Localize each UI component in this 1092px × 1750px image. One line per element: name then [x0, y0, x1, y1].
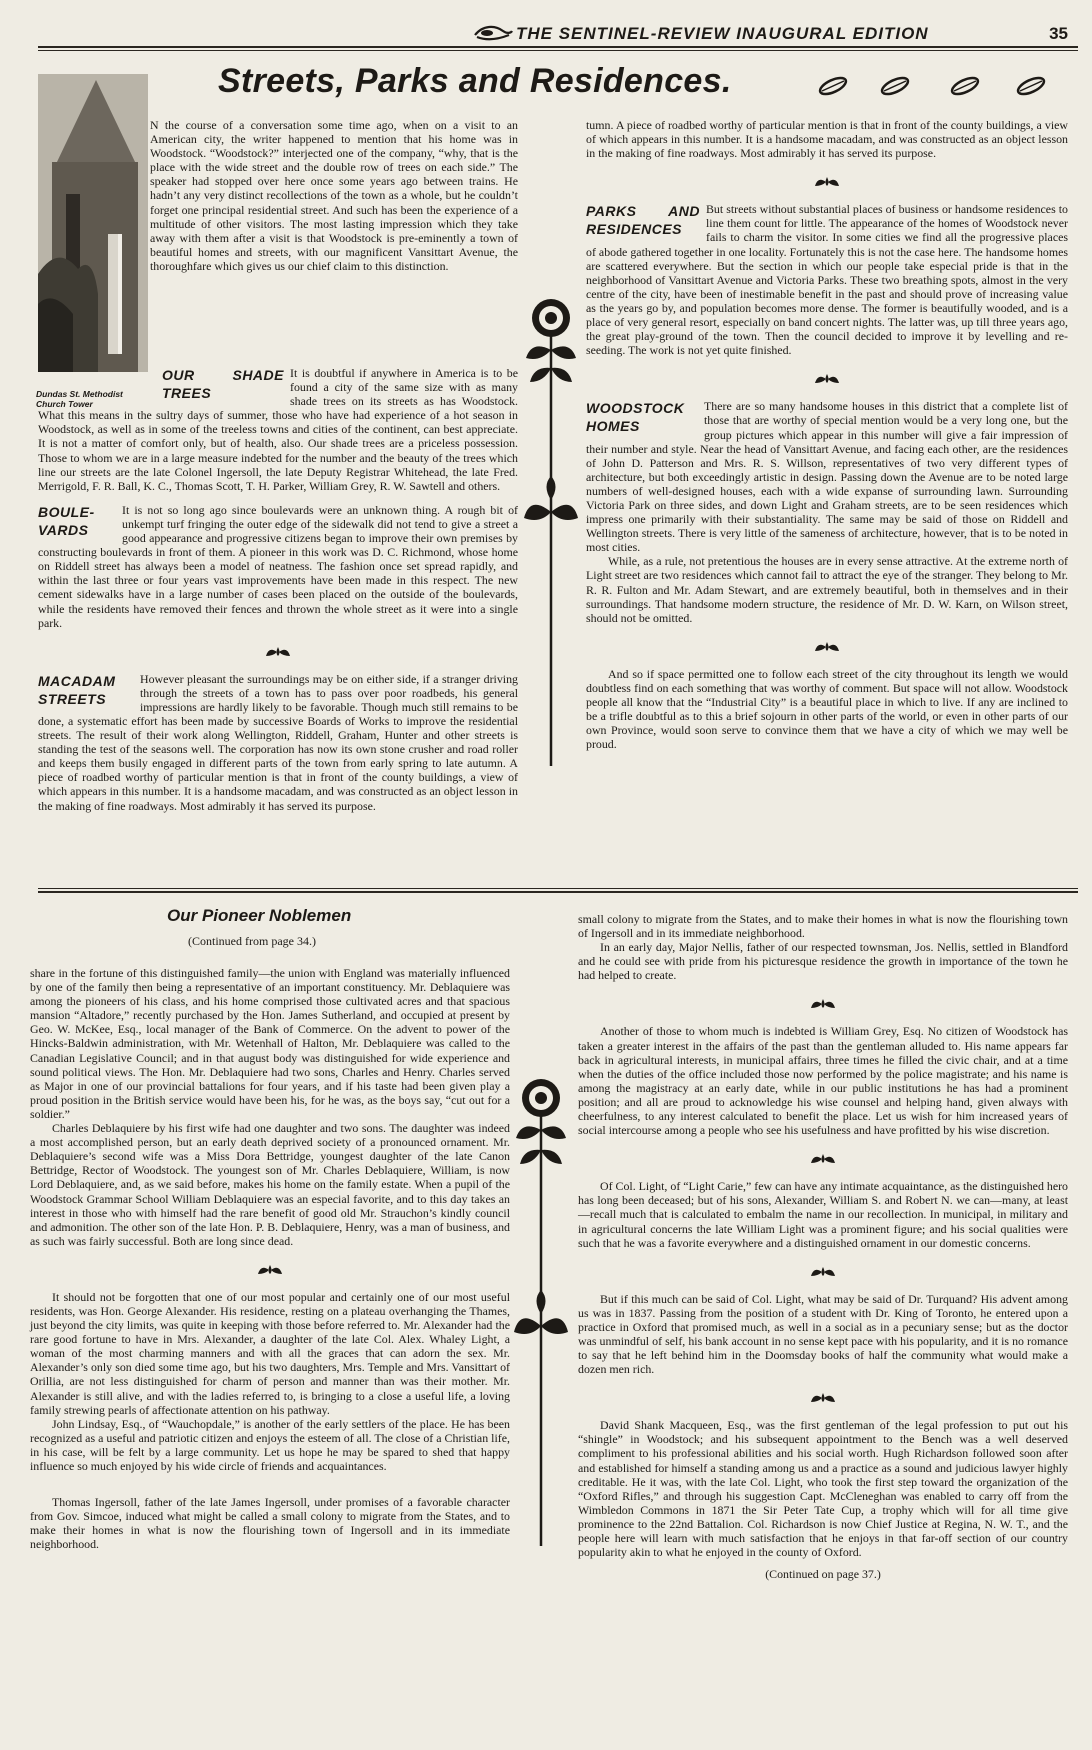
section-heading: BOULE-VARDS — [38, 503, 95, 538]
church-tower-photo — [38, 74, 148, 372]
section-rule — [38, 888, 1078, 889]
article1-right-column — [586, 118, 1068, 751]
fleuron-icon — [812, 371, 842, 385]
fleuron-icon — [808, 1151, 838, 1165]
closing-text: And so if space permitted one to follow each street of the city throughout its length we would doubtless find on each something that was worthy of comment. But space will not allow. Woodstock people all know that the “Industrial City” is a beautiful place in which to live. If any are inclined to be a trifle doubtful as to this a brief sojourn in other parts of the world, or even in other parts of our own Province, would soon serve to convince them that we have a city of which we may well be proud. — [586, 666, 1068, 752]
header-rule — [38, 46, 1078, 48]
publication-title: THE SENTINEL-REVIEW INAUGURAL EDITION — [516, 24, 929, 43]
article1-left-column-lower — [38, 366, 518, 813]
article2-paragraph: Of Col. Light, of “Light Carie,” few can have any intimate acquaintance, as the distinguished hero has long been deceased; but of his sons, Alexander, William S. and Robert N. we can—many, at least—recall much that is calculated to embalm the name in our recollection. In municipal, in military and in agricultural concerns the late William Light was a prominent figure; and his social qualities were such that he was a favorite everywhere and a distinguished ornament in our domestic concerns. — [578, 1179, 1068, 1250]
fleuron-icon — [812, 174, 842, 188]
fleuron-icon — [808, 1264, 838, 1278]
fleuron-icon — [263, 644, 293, 658]
parks-text: But streets without substantial places of business or handsome residences to line them count for little. The appearance of the homes of Woodstock never fails to charm the visitor. In some cities we find all the progressive places of abode gathered together in one locality. Fortunately this is not the case here. The handsome homes are scattered everywhere. But the section in which our people take especial pride is that in the neighborhood of Vansittart Avenue and Victoria Parks. These two breathing spots, almost in the very centre of the city, have been of inestimable benefit in the past and should prove of increasing value as the years go by, and population becomes more dense. The former is beautifully wooded, and is a place of very general resort, especially on band concert nights. The latter was, up till three years ago, the great play-ground of the town. Then the council decided to improve it by levelling and re-seeding. The work is not yet quite finished. — [586, 202, 1068, 358]
fleuron-separator — [586, 639, 1068, 655]
fleuron-separator — [578, 996, 1068, 1012]
article2-paragraph: Charles Deblaquiere by his first wife had one daughter and two sons. The daughter was indeed a most accomplished person, but an early death deprived society of a pronounced ornament. Mr. Deblaquiere’s second wife was a Miss Dora Bettridge, youngest daughter of the late Canon Bettridge, Rector of Woodstock. The youngest son of Mr. Charles Deblaquiere, William, is now Lord Deblaquiere, and, as we said before, makes his home on the family estate. When a pupil of the Woodstock Grammar School William Deblaquiere was an especial favorite, and to this day takes an interest in those who with himself had the rare benefit of good old Mr. Strauchon’s kindly council and admonition. The other son of the late Hon. P. B. Deblaquiere, Henry, was a man of business, and as such was fairly successful. Both are long since dead. — [30, 1121, 510, 1248]
leaf-ornament-icon — [816, 76, 850, 96]
photo-caption: Dundas St. Methodist Church Tower — [36, 389, 123, 409]
macadam-text: However pleasant the surroundings may be on either side, if a stranger driving through the streets of a town has to pass over poor roadbeds, his general impressions are hardly likely to be favorable. Though much still remains to be done, a systematic effort has been made by successive Boards of Works to improve the residential streets. The result of their work along Wellington, Riddell, Graham, Hunter and other streets is standing the test of the seasons well. The corporation has now its own stone crusher and road roller and keeps them busily engaged in different parts of the town from early spring to late autumn. A piece of roadbed worthy of particular mention is that in front of the county buildings, a view of which appears in this number. It is a handsome macadam, and was constructed as an object lesson in the making of fine roadways. Most admirably it has served its purpose. — [38, 671, 518, 813]
article2-paragraph: David Shank Macqueen, Esq., was the first gentleman of the legal profession to put out his “shingle” in Woodstock; and his subsequent appointment to the Bench was a well deserved compliment to his professional abilities and his social worth. Hugh Richardson followed soon after and established for himself a standing among us and a practice as a sound and judicious lawyer highly creditable. He it was, with the late Col. Light, who took the first step toward the organization of the “Oxford Rifles,” and through his suggestion Capt. McCleneghan was enabled to carry off from the Wimbledon Commons in 1871 the Sir Peter Tate Cup, a trophy which will for all time give prominence to the 22nd Battalion. Col. Richardson is now Chief Justice at Regina, N. W. T., and the people here will learn with much satisfaction that he enjoys in that far-off section of our country popularity akin to what he enjoyed in the county of Oxford. — [578, 1418, 1068, 1560]
article2-title: Our Pioneer Noblemen — [167, 906, 352, 925]
rose-vine-ornament — [510, 1070, 572, 1550]
page-header — [38, 22, 1080, 44]
fleuron-icon — [255, 1262, 285, 1276]
section-heading: OUR SHADE TREES — [162, 367, 284, 401]
article2-paragraph-continued: small colony to migrate from the States, and to make their homes in what is now the flourishing town of Ingersoll and in its immediate neighborhood. — [578, 912, 1068, 941]
fleuron-separator — [578, 1264, 1068, 1280]
section-rule — [38, 891, 1078, 893]
article2-paragraph: But if this much can be said of Col. Light, what may be said of Dr. Turquand? His advent among us was in 1837. Passing from the position of a student with Dr. King of Toronto, he entered upon a practice in Oxford that promised much, as well in a social as in a pecuniary sense; but as the doctor was unmindful of self, his bank account in no sense kept pace with his popularity, and it is no romance to say that he left behind him in the Doomsday books of half the community what would make a dozen men rich. — [578, 1291, 1068, 1377]
fleuron-icon — [808, 996, 838, 1010]
article1-intro: N the course of a conversation some time ago, when on a visit to an American city, the writer happened to mention that his home was in Woodstock. “Woodstock?” interjected one of the company, “why, that is the place with the wide street and the double row of trees on each side.” The speaker had stopped over here once some years ago between trains. He hadn’t any very distinct recollections of the town as a whole, but he couldn’t forget one principal residential street. And such has been the experience of a multitude of other visitors. The most lasting impression which they take away with them after a visit is that Woodstock is pre-eminently a town of beautiful homes and streets, with our magnificent Vansittart Avenue, the thoroughfare which gives us our chief claim to this distinction. — [150, 118, 518, 273]
macadam-text-continued: tumn. A piece of roadbed worthy of particular mention is that in front of the county buildings, a view of which appears in this number. It is a handsome macadam, and was constructed as an object lesson in the making of fine roadways. Most admirably it has served its purpose. — [586, 118, 1068, 161]
boulevards-text: It is not so long ago since boulevards were an unknown thing. A rough bit of unkempt turf fringing the outer edge of the sidewalk did not tend to give a street a good appearance and progressive citizens began to improve their own premises by constructing boulevards in front of them. A pioneer in this work was D. C. Richmond, whose home on Riddell street has always been a model of neatness. The fashion once set spread rapidly, and within the last three or four years vast improvements have been made in this respect. The new cement sidewalks have in a large number of cases been placed on the outside of the boulevards, while the residents have removed their fences and thrown the whole street as it were into a single park. — [38, 502, 518, 630]
continued-from: (Continued from page 34.) — [188, 934, 316, 948]
article1-left-column — [150, 118, 518, 273]
rose-vine-ornament — [520, 290, 582, 770]
leaf-ornament-icon — [948, 76, 982, 96]
article2-paragraph: Thomas Ingersoll, father of the late James Ingersoll, under promises of a favorable character from Gov. Simcoe, induced what might be called a small colony to migrate from the States, and to make their homes in what is now the flourishing town of Ingersoll and in its immediate neighborhood. — [30, 1495, 510, 1552]
article2-paragraph: John Lindsay, Esq., of “Wauchopdale,” is another of the early settlers of the place. He has been recognized as a useful and patriotic citizen and enjoys the esteem of all. The close of a Christian life, in his case, will be felt by a large community. Let us hope he may be spared to shed that happy influence so much enjoyed by his wide circle of friends and acquaintances. — [30, 1416, 510, 1473]
article2-left-column — [30, 966, 510, 1551]
homes-text: There are so many handsome houses in this district that a complete list of those that are worthy of special mention would be a very long one, but the group pictures which appear in this number will give a fair impression of their number and style. Near the head of Vansittart Avenue, and facing each other, are the residences of John D. Patterson and Mrs. R. S. Willson, representatives of two very different types of architecture, but both exceedingly artistic in design. Passing down the Avenue are to be noted large numbers of well-designed houses, each with a wide expanse of surrounding lawn. Surrounding Victoria Park on three sides, and down Light and Graham streets, are to be seen residences which impress one primarily with their substantiality. The same may be said of those on Riddell and Wellington streets. There is very little of the sameness of architecture, however, that is to be noted in most cities. — [586, 399, 1068, 555]
article2-paragraph: share in the fortune of this distinguished family—the union with England was materially influenced by one of the family then being a representative of an important constituency. Mr. Deblaquiere was among the pioneers of his class, and his home comprised those cultivated acres and that spacious mansion “Altadore,” recently purchased by the Hon. James Sutherland, and occupied at present by Geo. W. McKee, Esq., local manager of the Bank of Commerce. On the advent to power of the Hincks-Baldwin administration, with Mr. Wetenhall of Halton, Mr. Deblaquiere was called to the Canadian Legislative Council; and in that august body was distinguished for wide experience and sound political views. The Hon. Mr. Deblaquiere had two sons, Charles and Henry. Charles served as Major in one of our provincial battalions for four years, and if his taste had been given play a proud position in the British service would have been his, for he was, as the boys say, “cut out for a soldier.” — [30, 966, 510, 1121]
leaf-ornament-icon — [1014, 76, 1048, 96]
header-rule-thin — [38, 50, 1078, 51]
shade-trees-text: It is doubtful if anywhere in America is to be found a city of the same size with as many shade trees on its streets as has Woodstock. What this means in the sultry days of summer, those who have had experience of a hot season in Woodstock, as well as in some of the treeless towns and cities of the continent, can best appreciate. It is not a matter of comfort only, but of health, also. Our shade trees are a priceless possession. Those to whom we are in a large measure indebted for the number and the beauty of the trees which line our streets are the late Colonel Ingersoll, the late Deputy Registrar Whitehead, the late Fred. Merrigold, F. R. Ball, K. C., Thomas Scott, T. H. Parker, William Grey, R. W. Sawtell and others. — [38, 366, 518, 493]
fleuron-separator — [38, 644, 518, 660]
scroll-ornament-icon — [473, 23, 513, 43]
article2-paragraph: It should not be forgotten that one of our most popular and certainly one of our most useful residents, was Hon. George Alexander. His residence, resting on a plateau overhanging the Thames, just beyond the city limits, was quite in keeping with those before referred to. Mr. Alexander had the rare good fortune to have in Mrs. Alexander, a daughter of the late Col. Alex. Whaley Light, a woman of the most charming manners and with all the graces that can adorn the sex. Mr. Alexander’s only son died some time ago, but his two daughters, Mrs. Temple and Mrs. Vansittart of Orillia, are not less distinguished for charm of person and manner than was their mother. Mr. Alexander is still alive, and with the ladies referred to, is bringing to a close a useful life, a loving family strewing pearls of affectionate attention on his pathway. — [30, 1289, 510, 1417]
continued-on: (Continued on page 37.) — [765, 1567, 881, 1582]
fleuron-separator — [578, 1390, 1068, 1406]
section-heading: MACADAM STREETS — [38, 672, 116, 707]
article-title: Streets, Parks and Residences. — [218, 62, 732, 100]
homes-text-2: While, as a rule, not pretentious the houses are in every sense attractive. At the extreme north of Light street are two residences which cannot fail to attract the eye of the stranger. They belong to Mr. R. R. Fulton and Mr. Adam Stewart, and are extremely beautiful, both in themselves and in their surroundings. That handsome modern structure, the residence of Mr. D. W. Karn, on Wilson street, should not be omitted. — [586, 554, 1068, 625]
fleuron-icon — [812, 639, 842, 653]
leaf-ornament-icon — [878, 76, 912, 96]
fleuron-separator — [30, 1262, 510, 1278]
section-heading: WOODSTOCK HOMES — [586, 400, 685, 435]
fleuron-separator — [578, 1151, 1068, 1167]
fleuron-icon — [808, 1390, 838, 1404]
section-heading: PARKS AND RESIDENCES — [586, 203, 700, 238]
page-number: 35 — [1049, 24, 1068, 43]
article2-right-column — [578, 912, 1068, 1581]
article2-paragraph: Another of those to whom much is indebted is William Grey, Esq. No citizen of Woodstock has taken a greater interest in the affairs of the past than the gentleman alluded to. His name appears far back in agricultural interests, in municipal affairs, three times he filled the civic chair, and at a time when the duties of the office included those now performed by the police magistrate; and his name is among the magistracy at an early date, while in our public institutions he has had a prominent position; and all are proud to acknowledge his wise counsel and helping hand, given always with cheerfulness, to any interest calculated to benefit the place. Let us wish for him increased years of social intercourse among a people who see his usefulness and have profitted by his wise discretion. — [578, 1024, 1068, 1138]
fleuron-separator — [586, 371, 1068, 387]
fleuron-separator — [586, 174, 1068, 190]
article2-paragraph: In an early day, Major Nellis, father of our respected townsman, Jos. Nellis, settled in Blandford and he could see with pride from his picturesque residence the growth in importance of the town he had helped to create. — [578, 940, 1068, 983]
